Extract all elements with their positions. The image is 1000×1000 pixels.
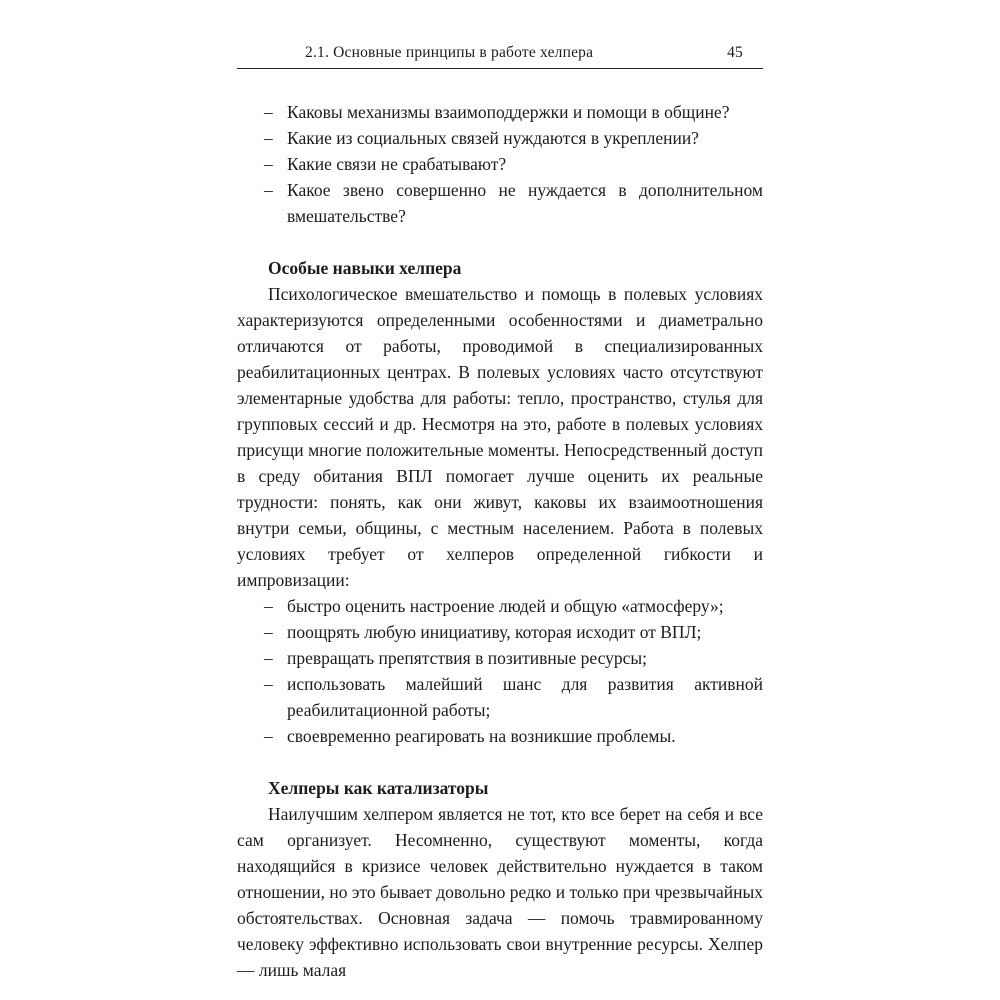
dash-bullet: –: [264, 674, 273, 694]
dash-bullet: –: [264, 128, 273, 148]
list-item: [237, 593, 763, 619]
dash-bullet: –: [264, 648, 273, 668]
paragraph-helpers-catalysts: Наилучшим хелпером является не тот, кто все берет на себя и все сам организует. Несомненно, существуют моменты, когда находящийся в кризисе человек действительно нуждается в таком отношении, но это бывает довольно редко и только при чрезвычайных обстоятельствах. Основная задача — помочь травмированному человеку эффективно использовать свои внутренние ресурсы. Хелпер — лишь малая: [237, 804, 763, 980]
dash-bullet: –: [264, 180, 273, 200]
list-item: [237, 671, 763, 723]
list-item: [237, 125, 763, 151]
page-number: 45: [727, 44, 743, 61]
dash-bullet: –: [264, 596, 273, 616]
text-column: [237, 44, 763, 983]
question-list: [237, 99, 763, 229]
list-item-text: своевременно реагировать на возникшие проблемы.: [287, 726, 676, 746]
dash-bullet: –: [264, 622, 273, 642]
list-item-text: Какое звено совершенно не нуждается в дополнительном вмешательстве?: [287, 180, 763, 226]
list-item-text: превращать препятствия в позитивные ресурсы;: [287, 648, 648, 668]
header-rule: [237, 68, 763, 69]
list-item-text: Какие связи не срабатывают?: [287, 154, 507, 174]
list-item-text: использовать малейший шанс для развития активной реабилитационной работы;: [287, 674, 763, 720]
list-item: [237, 723, 763, 749]
list-item: [237, 177, 763, 229]
paragraph-helper-skills: Психологическое вмешательство и помощь в полевых условиях характеризуются определенными особенностями и диаметрально отличаются от работы, проводимой в специализированных реабилитационных центрах. В полевых условиях часто отсутствуют элементарные удобства для работы: тепло, пространство, стулья для групповых сессий и др. Несмотря на это, работе в полевых условиях присущи многие положительные моменты. Непосредственный доступ в среду обитания ВПЛ помогает лучше оценить их реальные трудности: понять, как они живут, каковы их взаимоотношения внутри семьи, общины, с местным населением. Работа в полевых условиях требует от хелперов определенной гибкости и импровизации:: [237, 284, 763, 590]
list-item: [237, 151, 763, 177]
dash-bullet: –: [264, 102, 273, 122]
list-item: [237, 99, 763, 125]
dash-bullet: –: [264, 726, 273, 746]
dash-bullet: –: [264, 154, 273, 174]
list-item-text: Каковы механизмы взаимоподдержки и помощи в общине?: [287, 102, 730, 122]
running-title: 2.1. Основные принципы в работе хелпера: [305, 44, 594, 61]
section-heading-helper-skills: Особые навыки хелпера: [268, 258, 462, 278]
section-heading-helpers-catalysts: Хелперы как катализаторы: [268, 778, 489, 798]
list-item-text: Какие из социальных связей нуждаются в укреплении?: [287, 128, 699, 148]
list-item-text: поощрять любую инициативу, которая исходит от ВПЛ;: [287, 622, 702, 642]
list-item-text: быстро оценить настроение людей и общую «атмосферу»;: [287, 596, 724, 616]
page-body: [237, 99, 763, 983]
skills-list: [237, 593, 763, 749]
list-item: [237, 645, 763, 671]
list-item: [237, 619, 763, 645]
page-header: [237, 44, 763, 68]
